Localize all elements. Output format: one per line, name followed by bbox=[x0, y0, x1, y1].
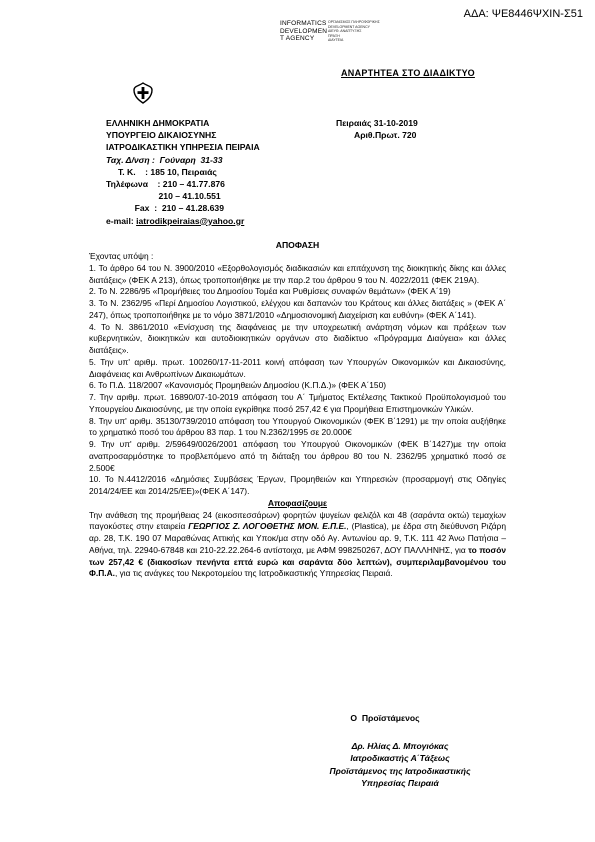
logo-line: DEVELOPMEN bbox=[280, 27, 328, 35]
protocol-number: Αριθ.Πρωτ. 720 bbox=[354, 130, 417, 141]
list-item: 7. Την αριθμ. πρωτ. 16890/07-10-2019 απόφαση του Α΄ Τμήματος Εκτέλεσης Τακτικού Προϋπολογισμού του Υπουργείου Δικαιοσύνης, με την οποία εγκρίθηκε ποσό 257,42 € για Προμήθεια Επιστημονικών Υλικών. bbox=[89, 392, 506, 414]
document-body bbox=[89, 251, 506, 580]
decision-amount: το ποσόν των 257,42 € (διακοσίων πενήντα επτά ευρώ και σαράντα δύο λεπτών), συμπεριλαμβανομένου του Φ.Π.Α. bbox=[89, 544, 506, 579]
signatory-role: Προϊστάμενος της Ιατροδικαστικής bbox=[329, 765, 471, 776]
document-title: ΑΠΟΦΑΣΗ bbox=[275, 240, 320, 250]
ada-code: ΑΔΑ: ΨΕ8446ΨΧΙΝ-Σ51 bbox=[463, 8, 583, 20]
list-item: 6. Το Π.Δ. 118/2007 «Κανονισμός Προμηθειών Δημοσίου (Κ.Π.Δ.)» (ΦΕΚ Α΄150) bbox=[89, 380, 387, 391]
date-block bbox=[336, 117, 418, 141]
service-line: ΙΑΤΡΟΔΙΚΑΣΤΙΚΗ ΥΠΗΡΕΣΙΑ ΠΕΙΡΑΙΑ bbox=[106, 142, 260, 153]
email-link[interactable]: iatrodikpeiraias@yahoo.gr bbox=[136, 215, 245, 226]
list-item: 10. Το Ν.4412/2016 «Δημόσιες Συμβάσεις Έργων, Προμηθειών και Υπηρεσιών (προσαρμογή στις Οδηγίες 2014/24/ΕΕ και 2014/25/ΕΕ)»(ΦΕΚ Α΄147). bbox=[89, 474, 506, 496]
decision-heading: Αποφασίζουμε bbox=[267, 497, 327, 508]
issuer-header bbox=[106, 117, 260, 227]
fax-line: Fax : 210 – 41.28.639 bbox=[106, 203, 224, 214]
decision-part: Την ανάθεση της προμήθειας 24 (εικοσιτεσσάρων) φορητών ψυγείων φελιζόλ και 48 (σαράντα οκτώ) τεμαχίων παγοκύστες στην εταιρεία bbox=[89, 509, 506, 532]
list-item: 8. Την υπ' αριθμ. 35130/739/2010 απόφαση του Υπουργού Οικονομικών (ΦΕΚ Β΄1291) με την οποία αυξήθηκε το χρηματικό ποσό του άρθρου 83 παρ. 1 του Ν.2362/1995 σε 20.000€ bbox=[89, 415, 506, 438]
phone-line: Τηλέφωνα : 210 – 41.77.876 bbox=[106, 179, 225, 190]
intro-text: Έχοντας υπόψη : bbox=[89, 251, 154, 261]
ministry-line: ΥΠΟΥΡΓΕΙΟ ΔΙΚΑΙΟΣΥΝΗΣ bbox=[106, 130, 217, 141]
greek-emblem-icon bbox=[132, 82, 154, 104]
signature-block bbox=[290, 712, 510, 789]
signatory-role: Υπηρεσίας Πειραιά bbox=[361, 777, 439, 788]
email-line bbox=[106, 215, 260, 227]
list-item: 4. Το Ν. 3861/2010 «Ενίσχυση της διαφάνειας με την υποχρεωτική ανάρτηση νόμων και πράξεων των κυβερνητικών, διοικητικών και αυτοδιοικητικών οργάνων στο διαδίκτυο «Πρόγραμμα Διαύγεια» και άλλες διατάξεις». bbox=[89, 321, 506, 355]
email-label: e-mail: bbox=[106, 215, 137, 226]
list-item: 9. Την υπ' αριθμ. 2/59649/0026/2001 απόφαση του Υπουργού Οικονομικών (ΦΕΚ Β΄1427)με την οποία αναπροσαρμόστηκε το προβλεπόμενο από τη διάταξη του άρθρου 80 του Ν. 2362/95 χρηματικό ποσό σε 2.500€ bbox=[89, 439, 506, 473]
list-item: 3. Το Ν. 2362/95 «Περί Δημοσίου Λογιστικού, ελέγχου και δαπανών του Κράτους και άλλες διατάξεις » (ΦΕΚ Α΄ 247), όπως τροποποιήθηκε με το νόμο 3871/2010 «Δημοσιονομική Διαχείριση και ευθύνη» (ΦΕΚ Α΄141). bbox=[89, 298, 506, 320]
list-item: 5. Την υπ' αριθμ. πρωτ. 100260/17-11-2011 κοινή απόφαση των Υπουργών Οικονομικών και Δικαιοσύνης, Διαφάνειας και Ανθρωπίνων Δικαιωμάτων. bbox=[89, 356, 506, 379]
logo-line: T AGENCY bbox=[280, 35, 315, 42]
address-line: Ταχ. Δ/νση : Γούναρη 31-33 bbox=[106, 154, 223, 165]
logo-small-line: ΟΡΓΑΝΙΣΜΟΣ ΠΛΗΡΟΦΟΡΙΚΗΣ bbox=[328, 20, 380, 24]
logo-small-line: ΔΙΑΥΓΕΙΑ bbox=[328, 38, 344, 43]
decision-part: , (Plastica), με έδρα στη διεύθυνση Ριζάρη αρ. 28, Τ.Κ. 190 07 Μαραθώνας Αττικής και Υποκ/μα στην οδό Αγ. Αντωνίου αρ. 9, Τ.Κ. 111 42 Άνω Πατήσια – Αθήνα, τηλ. 22940-67848 και 210-22.22.264-6 αντίστοιχα, με ΑΦΜ 998250267, ΔΟΥ ΠΑΛΛΗΝΗΣ, για bbox=[89, 521, 506, 555]
logo-small-line: ΠΡΑΞΗ bbox=[328, 33, 340, 38]
signatory-role: Ιατροδικαστής Α΄Τάξεως bbox=[350, 753, 450, 764]
phone-line: 210 – 41.10.551 bbox=[106, 191, 221, 202]
company-name: ΓΕΩΡΓΙΟΣ Ζ. ΛΟΓΟΘΕΤΗΣ ΜΟΝ. Ε.Π.Ε. bbox=[188, 521, 347, 532]
logo-small-line: ΔΙΕΥΘ. ΑΝΑΠΤΥΞΗΣ bbox=[328, 29, 362, 34]
country-line: ΕΛΛΗΝΙΚΗ ΔΗΜΟΚΡΑΤΙΑ bbox=[106, 118, 210, 128]
signature-heading: Ο Προϊστάμενος bbox=[350, 713, 420, 723]
list-item: 1. Το άρθρο 64 του Ν. 3900/2010 «Εξορθολογισμός διαδικασιών και επιτάχυνση της διοικητικής δίκης και άλλες διατάξεις» (ΦΕΚ Α 213), όπως τροποποιήθηκε με την παρ.2 του άρθρου 9 του Ν. 4022/2011 (ΦΕΚ 219Α). bbox=[89, 262, 506, 285]
publish-notice: ΑΝΑΡΤΗΤΕΑ ΣΤΟ ΔΙΑΔΙΚΤΥΟ bbox=[341, 68, 475, 78]
decision-part: , για τις ανάγκες του Νεκροτομείου της Ιατροδικαστικής Υπηρεσίας Πειραιά. bbox=[114, 568, 393, 579]
logo-small-line: DEVELOPMENT AGENCY bbox=[328, 24, 370, 29]
document-date: Πειραιάς 31-10-2019 bbox=[336, 118, 418, 128]
diavgeia-logo bbox=[280, 20, 327, 43]
decision-text bbox=[89, 510, 506, 581]
logo-line: INFORMATICS bbox=[280, 20, 327, 27]
logo-small-text bbox=[328, 20, 380, 43]
postcode-line: Τ. Κ. : 185 10, Πειραιάς bbox=[106, 166, 217, 177]
list-item: 2. Το Ν. 2286/95 «Προμήθειες του Δημοσίου Τομέα και Ρυθμίσεις συναφών θεμάτων» (ΦΕΚ Α΄19) bbox=[89, 286, 451, 297]
signatory-name: Δρ. Ηλίας Δ. Μπογιόκας bbox=[351, 741, 449, 752]
